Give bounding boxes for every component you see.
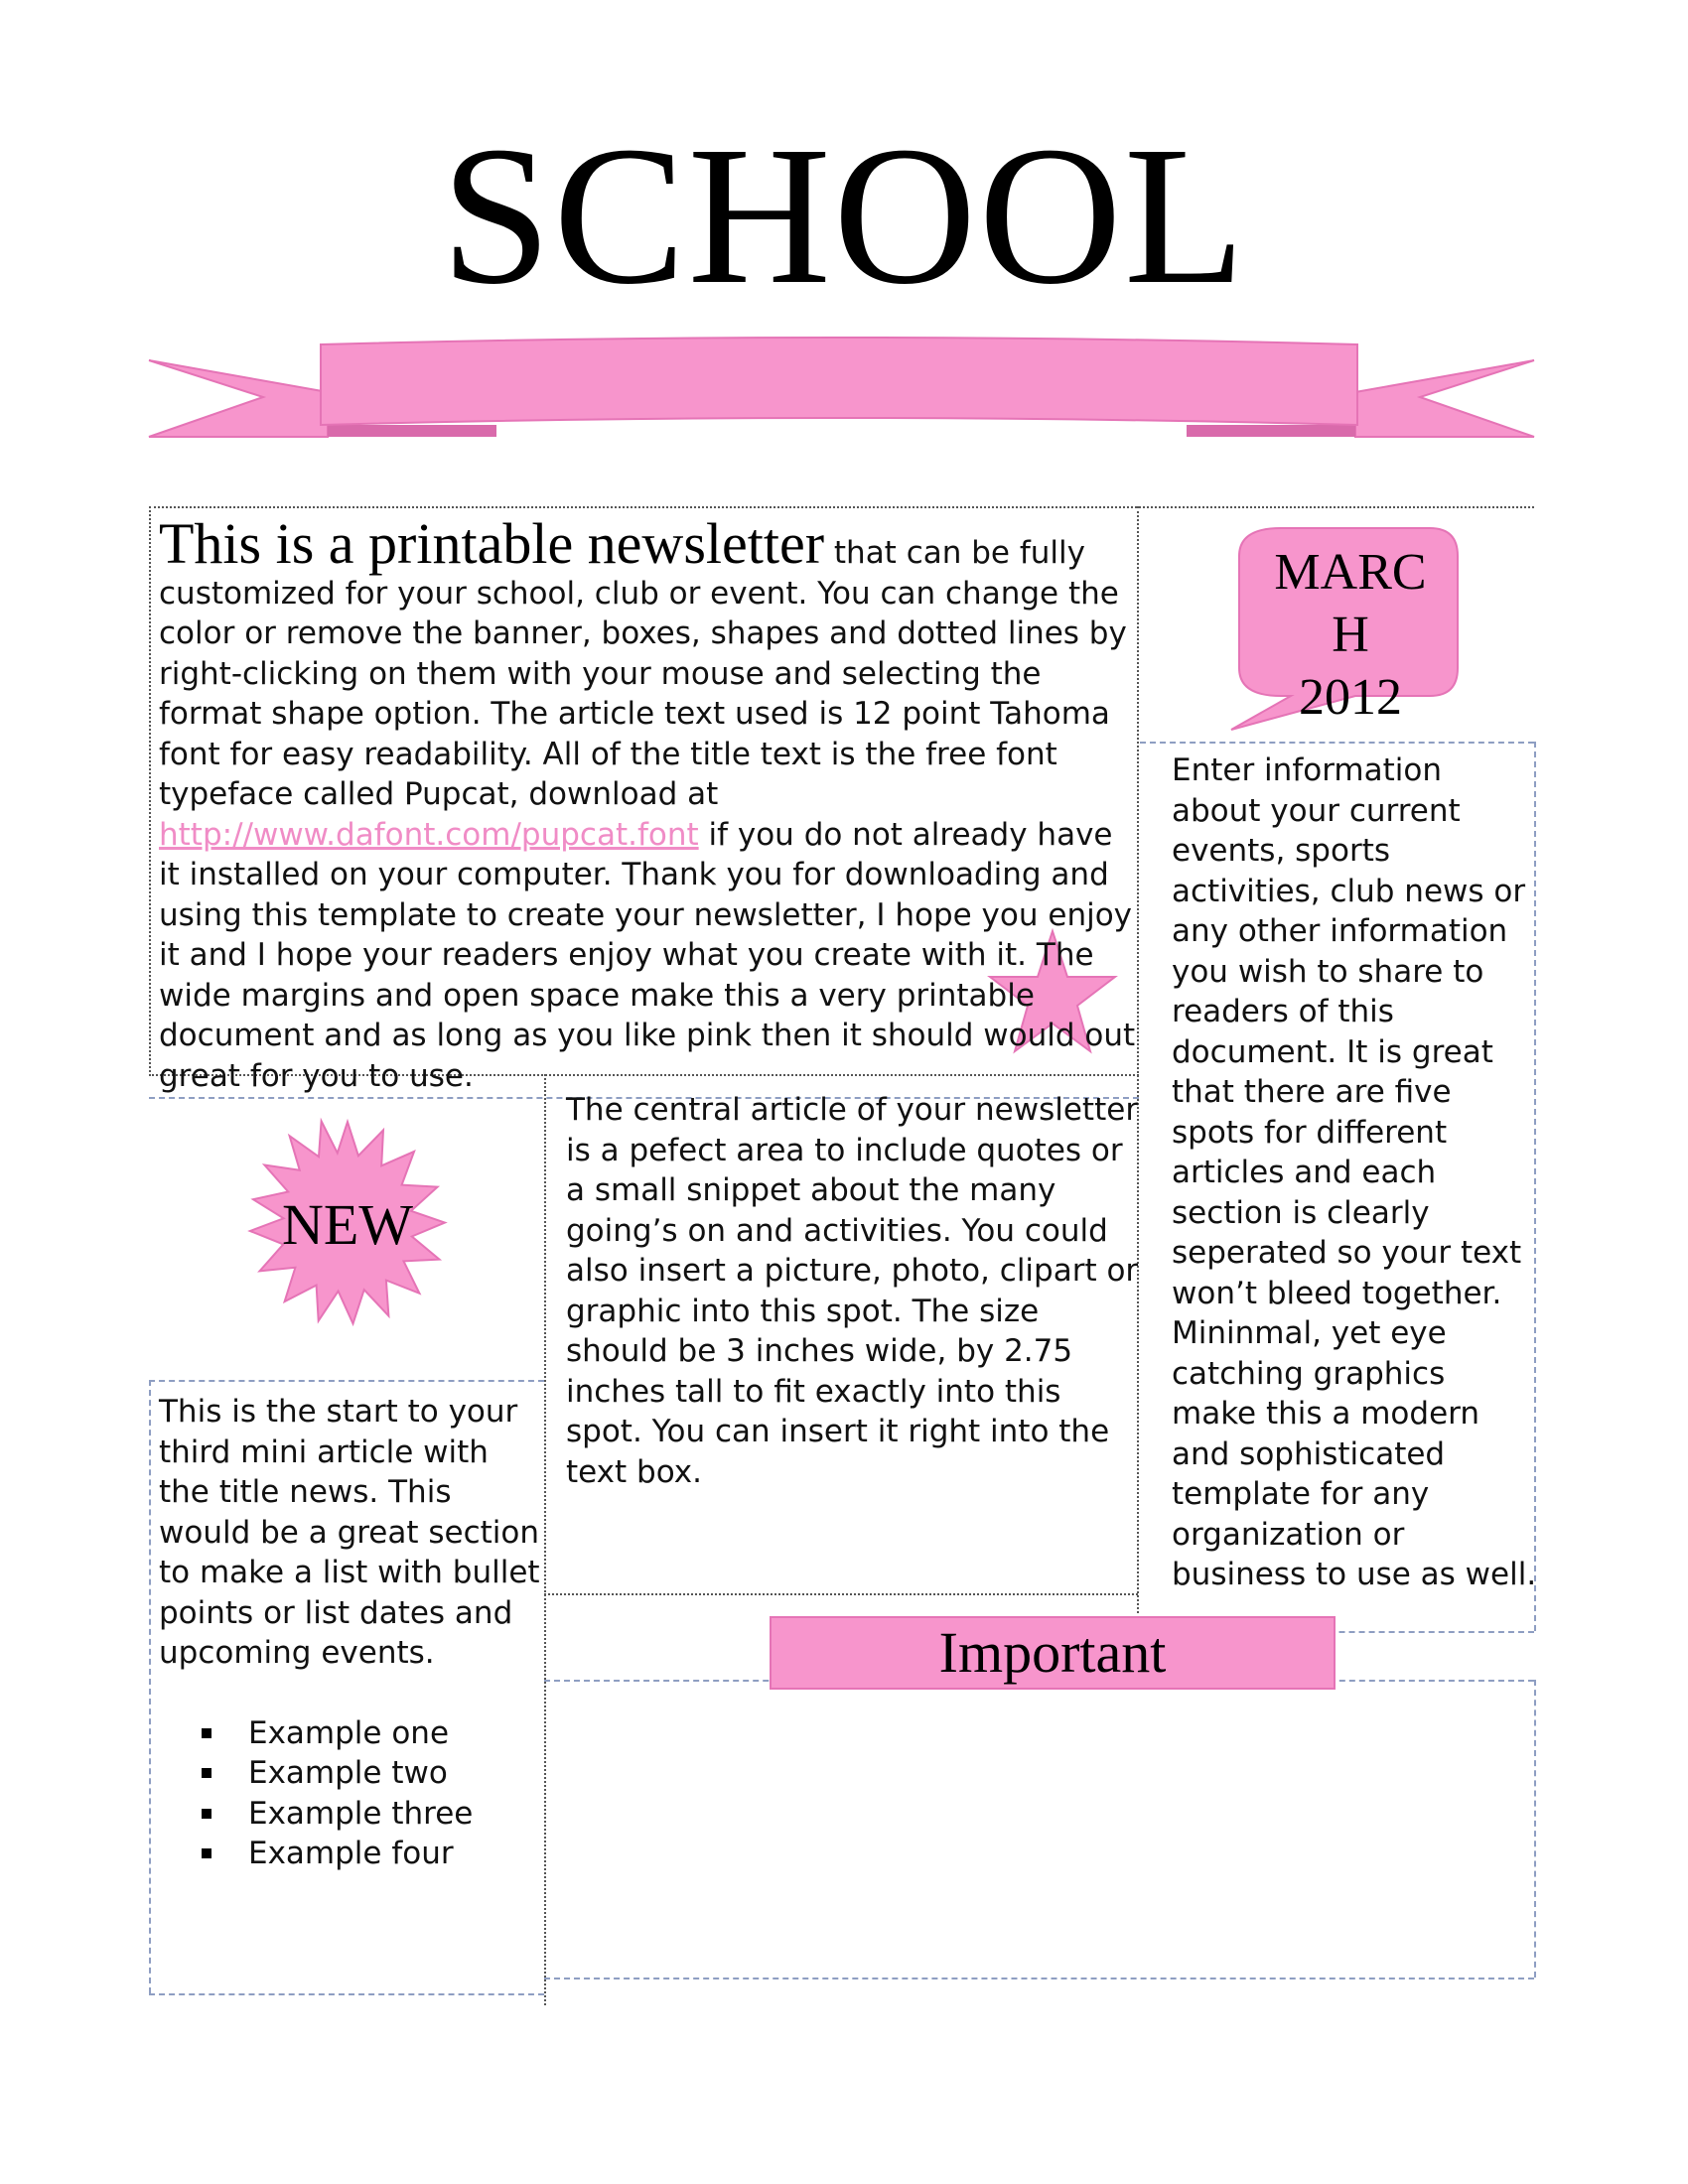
news-box-top [149,1380,544,1382]
news-article [159,1392,541,1874]
ribbon-right-tail [1355,360,1534,437]
central-bottom-rule [544,1593,1138,1595]
date-label: MARC H 2012 [1274,544,1427,726]
ribbon-left-fold [328,425,496,437]
list-item: Example one [159,1713,541,1754]
central-article: The central article of your newsletter is a pefect area to include quotes or a small snippet about the many going’s on and activities. You could also insert a picture, photo, clipart or graphic into this spot. The size should be 3 inches wide, by 2.75 inches tall to fit exactly into this spot. You can insert it right into the text box. [566,1092,1139,1490]
intro-left-border [149,506,151,1072]
ribbon-body [321,338,1357,425]
top-dotted-rule [149,506,1534,508]
column-divider [544,1074,546,2005]
important-box-bottom [544,1978,1534,1979]
important-box-right [1534,1680,1536,1978]
intro-text-after-link: if you do not already have it installed on your computer. Thank you for downloading and using this template to create your newsletter, I hope you enjoy it and I hope your readers enjoy what you create with it. The wide margins and open space make this a very printable document and as long as you like pink then it should would out great for you to use. [159,816,1136,1094]
newsletter-title: SCHOOL [440,106,1248,326]
intro-text-before-link: that can be fully customized for your school, club or event. You can change the color or remove the banner, boxes, shapes and dotted lines by right-clicking on them with your mouse and selecting the format shape option. The article text used is 12 point Tahoma font for easy readability. All of the title text is the free font typeface called Pupcat, download at [159,535,1127,812]
news-article-text: This is the start to your third mini article with the title news. This would be a great section to make a list with bullet points or list dates and upcoming events. [159,1394,540,1671]
right-box-top [1140,742,1534,744]
list-item: Example four [159,1834,541,1874]
list-item: Example three [159,1794,541,1835]
news-bullet-list [159,1713,541,1874]
important-label: Important [938,1620,1167,1685]
new-label: NEW [281,1192,414,1257]
intro-lead: This is a printable newsletter [159,511,825,576]
news-box-bottom [149,1993,544,1995]
pupcat-font-link[interactable]: http://www.dafont.com/pupcat.font [159,816,699,853]
intro-article [159,511,1137,1096]
ribbon-right-fold [1187,425,1355,437]
ribbon-left-tail [149,360,328,437]
right-article: Enter information about your current events, sports activities, club news or any other information you wish to share to readers of this document. It is great that there are five spots for different articles and each section is clearly seperated so your text won’t bleed together. Mininmal, yet eye catching graphics make this a modern and sophisticated template for any organization or business to use as well. [1172,752,1537,1592]
list-item: Example two [159,1753,541,1794]
news-box-left [149,1380,151,1993]
